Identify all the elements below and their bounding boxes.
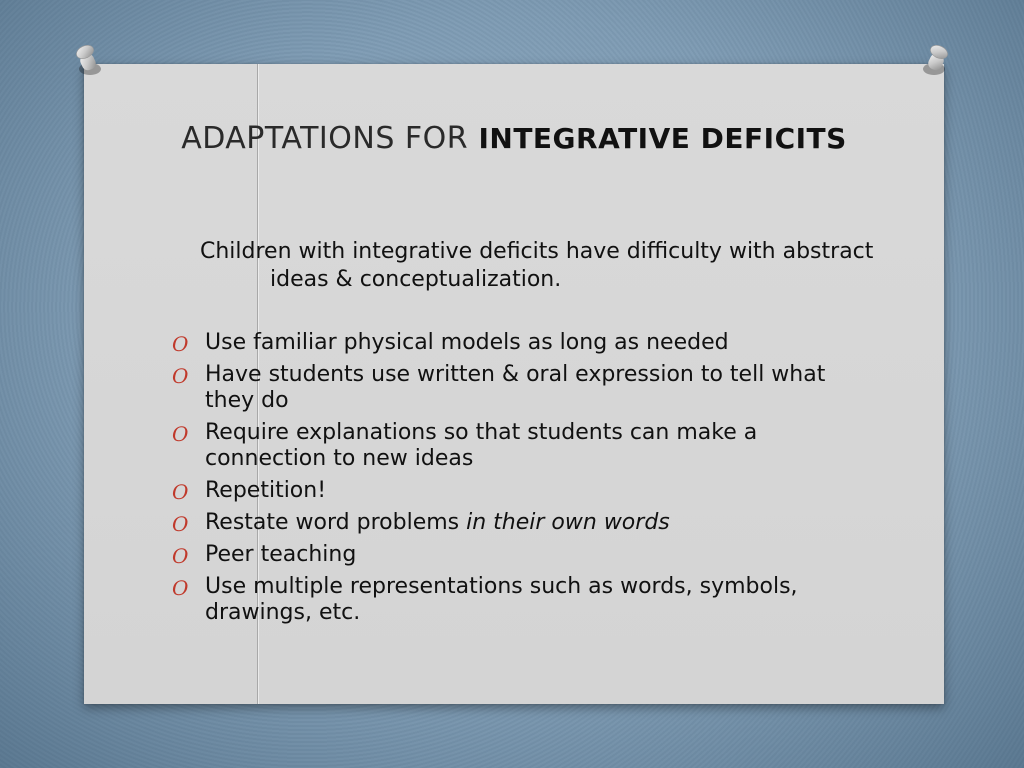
list-item (170, 330, 850, 356)
list-item (170, 420, 850, 472)
list-item (170, 510, 850, 536)
bullet-list (170, 330, 850, 632)
bullet-emphasis: in their own words (466, 510, 670, 535)
bullet-text: Require explanations so that students can make a connection to new ideas (205, 420, 758, 471)
title-part-2: INTEGRATIVE DEFICITS (478, 122, 847, 155)
pushpin-right-icon (916, 42, 956, 82)
bullet-icon: O (172, 544, 189, 568)
slide-title (84, 118, 944, 159)
title-part-1: ADAPTATIONS FOR (181, 121, 469, 156)
intro-text: Children with integrative deficits have difficulty with abstract ideas & conceptualization. (200, 239, 874, 292)
list-item (170, 542, 850, 568)
bullet-icon: O (172, 332, 189, 356)
bullet-text: Peer teaching (205, 542, 357, 567)
pushpin-left-icon (68, 42, 108, 82)
bullet-text: Use familiar physical models as long as needed (205, 330, 729, 355)
bullet-text: Restate word problems (205, 510, 467, 535)
list-item (170, 362, 850, 414)
list-item (170, 574, 850, 626)
bullet-text: Repetition! (205, 478, 327, 503)
bullet-icon: O (172, 512, 189, 536)
bullet-icon: O (172, 364, 189, 388)
bullet-icon: O (172, 576, 189, 600)
list-item (170, 478, 850, 504)
bullet-text: Use multiple representations such as words, symbols, drawings, etc. (205, 574, 798, 625)
bullet-icon: O (172, 480, 189, 504)
bullet-text: Have students use written & oral expression to tell what they do (205, 362, 826, 413)
bullet-icon: O (172, 422, 189, 446)
